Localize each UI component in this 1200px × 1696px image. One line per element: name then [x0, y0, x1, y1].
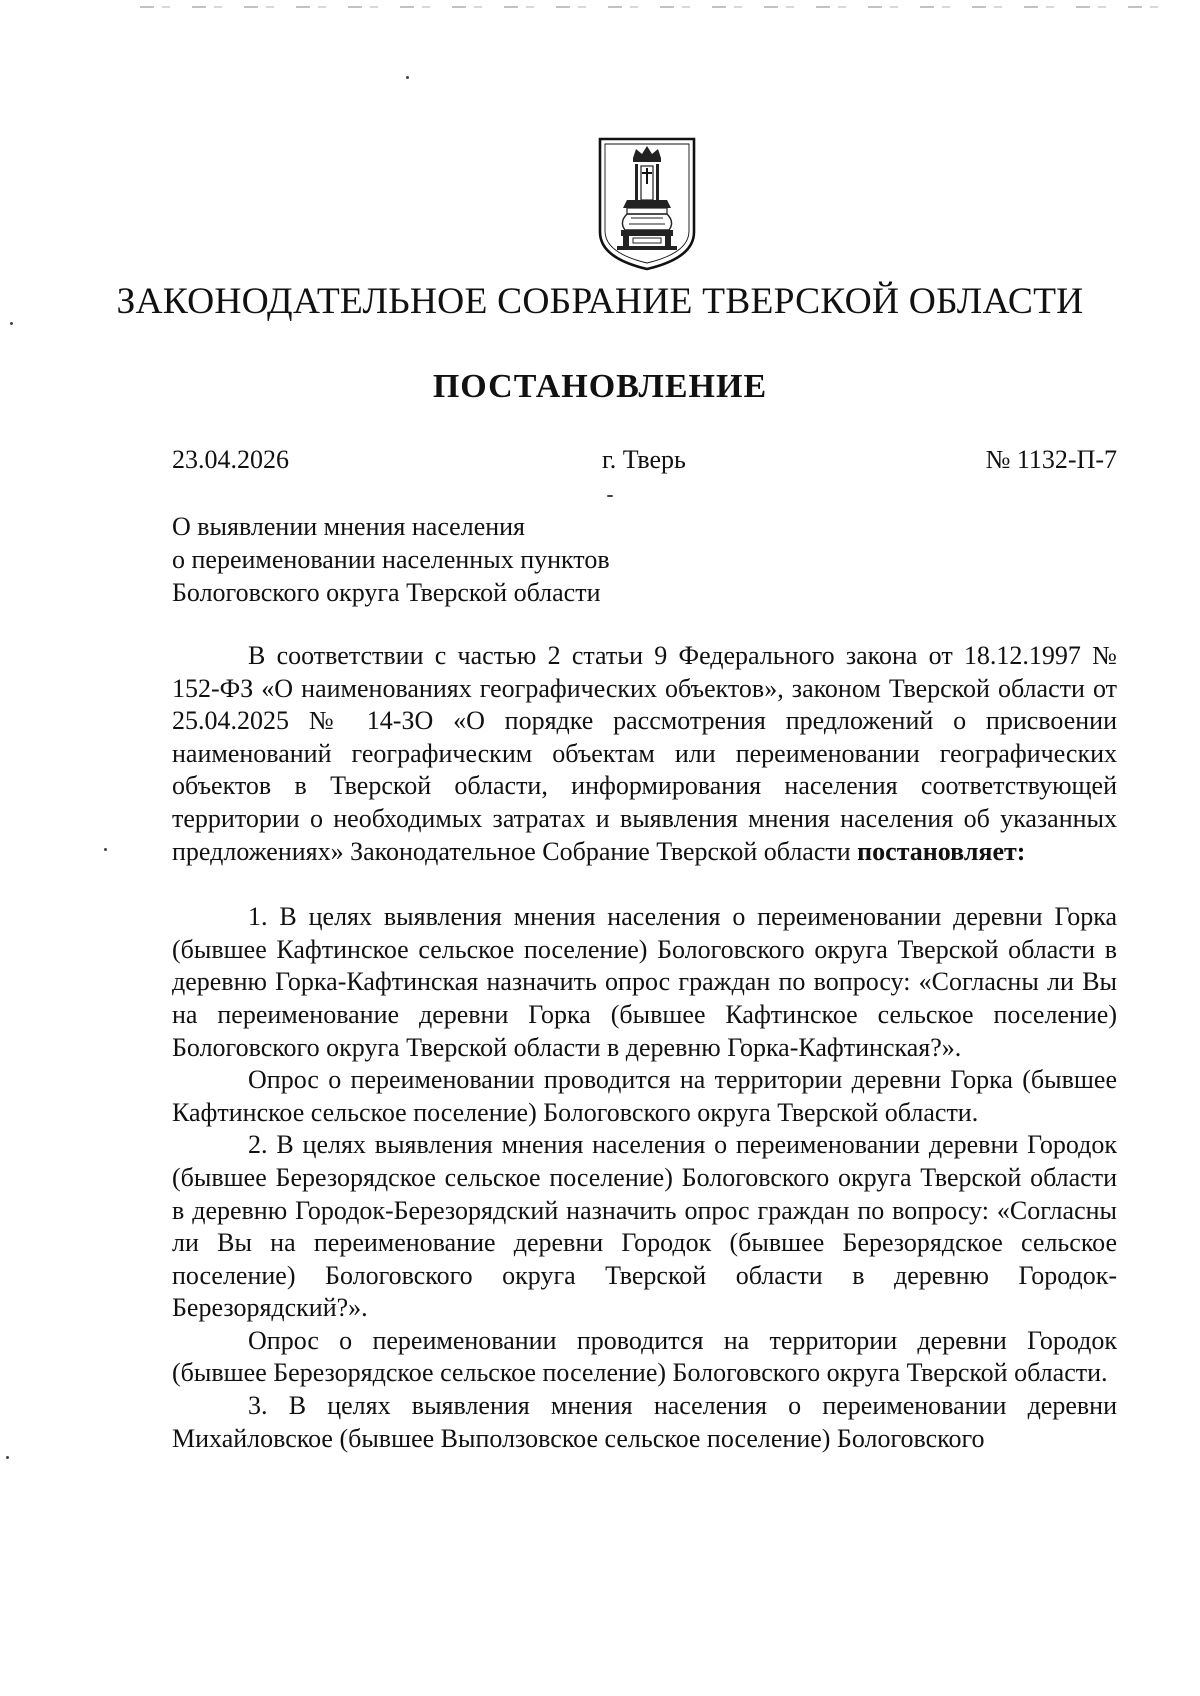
- document-number: № 1132-П-7: [985, 445, 1117, 474]
- scan-speck: [104, 848, 107, 851]
- document-type-heading: ПОСТАНОВЛЕНИЕ: [432, 368, 768, 405]
- item-1-paragraph: 1. В целях выявления мнения населения о переименовании деревни Горка (бывшее Кафтинское сельское поселение) Бологовского округа Тверской области в деревню Горка-Кафтинская назначить опрос граждан по вопросу: «Согласны ли Вы на переименование деревни Горка (бывшее Кафтинское сельское поселение) Бологовского округа Тверской области в деревню Горка-Кафтинская?».: [172, 902, 1117, 1062]
- organization-title: ЗАКОНОДАТЕЛЬНОЕ СОБРАНИЕ ТВЕРСКОЙ ОБЛАСТИ: [116, 281, 1084, 322]
- scan-edge-artifact: [140, 6, 1170, 8]
- item-2-territory-paragraph: Опрос о переименовании проводится на территории деревни Городок (бывшее Березорядское сельское поселение) Бологовского округа Тверской области.: [172, 1325, 1117, 1388]
- document-body: [172, 640, 1117, 1455]
- scan-speck: [6, 1456, 9, 1459]
- document-date: 23.04.2026: [172, 445, 289, 474]
- preamble-paragraph: [172, 640, 1117, 868]
- tver-coat-of-arms-icon: [597, 136, 697, 272]
- item-3-paragraph: 3. В целях выявления мнения населения о переименовании деревни Михайловское (бывшее Выползовское сельское поселение) Бологовского: [172, 1391, 1117, 1453]
- document-city: г. Тверь: [602, 445, 686, 474]
- subject-line: О выявлении мнения населения: [172, 512, 526, 541]
- subject-line: о переименовании населенных пунктов: [172, 545, 610, 574]
- item-2-paragraph: 2. В целях выявления мнения населения о переименовании деревни Городок (бывшее Березорядское сельское поселение) Бологовского округа Тверской области в деревню Городок-Березорядский назначить опрос граждан по вопросу: «Согласны ли Вы на переименование деревни Городок (бывшее Березорядское сельское поселение) Бологовского округа Тверской области в деревню Городок-Березорядский?».: [172, 1130, 1117, 1323]
- document-subject: [172, 510, 610, 609]
- item-1-territory-paragraph: Опрос о переименовании проводится на территории деревни Горка (бывшее Кафтинское сельское поселение) Бологовского округа Тверской области.: [172, 1065, 1117, 1127]
- preamble-text: В соответствии с частью 2 статьи 9 Федерального закона от 18.12.1997 № 152-ФЗ «О наименованиях географических объектов», законом Тверской области от 25.04.2025 № 14-ЗО «О порядке рассмотрения предложений о присвоении наименований географическим объектам или переименовании географических объектов в Тверской области, информирования населения соответствующей территории о необходимых затратах и выявления мнения населения об указанных предложениях» Законодательное Собрание Тверской области: [172, 641, 1117, 866]
- subject-line: Бологовского округа Тверской области: [172, 578, 601, 607]
- preamble-resolves: постановляет:: [857, 836, 1026, 866]
- scan-speck: [406, 76, 409, 79]
- scan-speck: [607, 495, 613, 497]
- document-meta-row: [172, 445, 1117, 479]
